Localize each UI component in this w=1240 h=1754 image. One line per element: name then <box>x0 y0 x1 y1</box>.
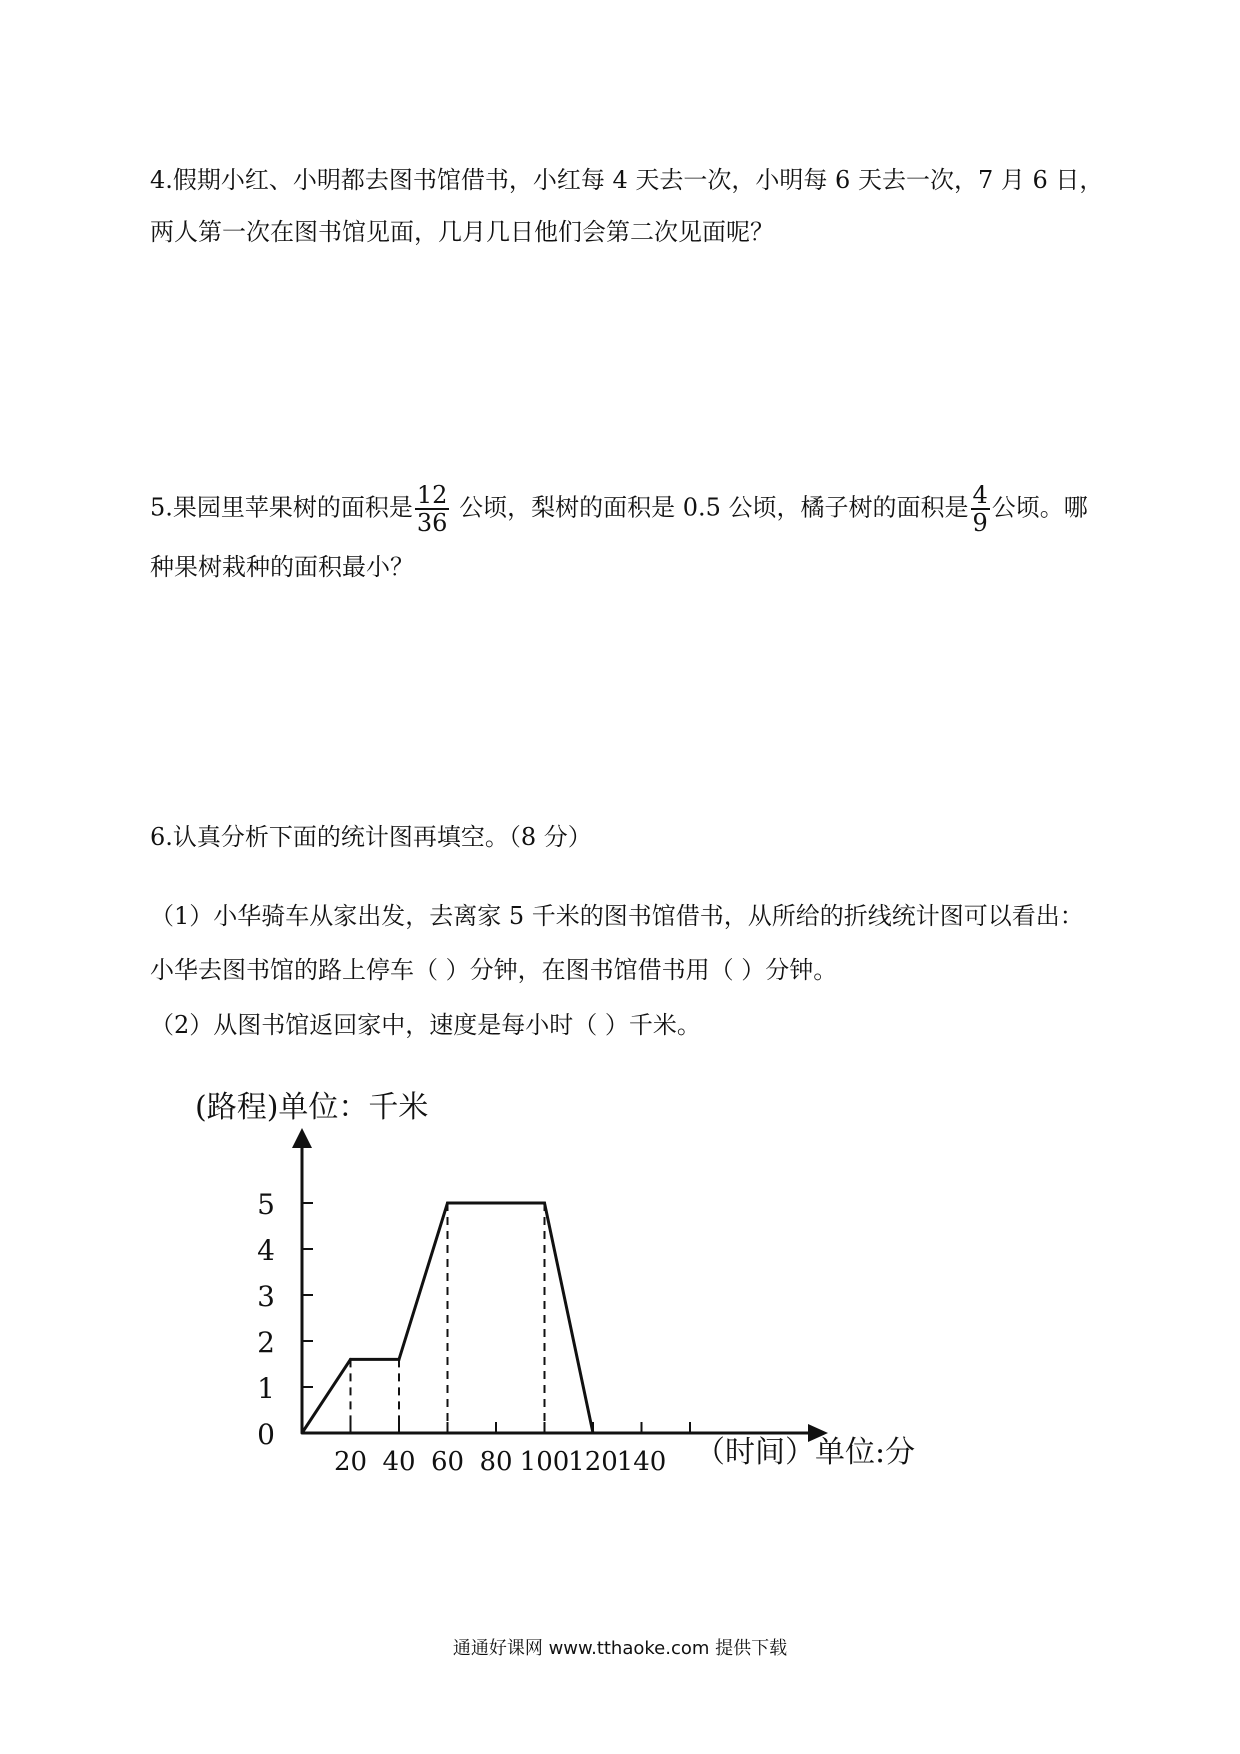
distance-time-line-chart <box>180 1080 960 1480</box>
q4-line-2: 两人第一次在图书馆见面，几月几日他们会第二次见面呢？ <box>150 218 774 246</box>
q4-line-1: 4.假期小红、小明都去图书馆借书，小红每 4 天去一次，小明每 6 天去一次，7 月 6 日， <box>150 166 1104 194</box>
data-point <box>543 1202 546 1205</box>
q6-sub1-line-2: 小华去图书馆的路上停车（ ）分钟，在图书馆借书用（ ）分钟。 <box>150 956 838 984</box>
y-tick-label: 3 <box>257 1280 275 1313</box>
q5-line-2: 种果树栽种的面积最小？ <box>150 553 414 581</box>
q5-text-part2: 公顷，梨树的面积是 0.5 公顷，橘子树的面积是 <box>451 493 969 522</box>
x-tick-label: 60 <box>430 1447 465 1477</box>
y-axis-arrow <box>292 1128 312 1148</box>
q5-line-1 <box>150 482 1088 536</box>
y-tick-label: 5 <box>257 1188 275 1221</box>
q5-text-part1: 5.果园里苹果树的面积是 <box>150 493 413 522</box>
fraction-apple-denominator: 36 <box>416 509 448 537</box>
dashed-guide-lines <box>351 1203 545 1433</box>
q6-title: 6.认真分析下面的统计图再填空。（8 分） <box>150 823 592 851</box>
y-tick-label: 0 <box>257 1418 275 1451</box>
data-point <box>398 1358 401 1361</box>
x-axis-title: （时间）单位:分 <box>695 1435 916 1470</box>
fraction-orange-denominator: 9 <box>972 509 988 537</box>
x-tick-label: 140 <box>616 1447 667 1477</box>
data-point <box>592 1432 595 1435</box>
x-tick-label: 20 <box>333 1447 368 1477</box>
y-tick-label: 2 <box>257 1326 275 1359</box>
y-tick-label: 4 <box>257 1234 275 1267</box>
x-tick-label: 80 <box>479 1447 513 1477</box>
data-point <box>301 1432 304 1435</box>
fraction-orange-numerator: 4 <box>972 481 988 509</box>
data-point <box>446 1202 449 1205</box>
q6-sub2: （2）从图书馆返回家中，速度是每小时（ ）千米。 <box>150 1011 701 1039</box>
q6-sub1-line-1: （1）小华骑车从家出发，去离家 5 千米的图书馆借书，从所给的折线统计图可以看出： <box>150 902 1084 930</box>
x-tick-label: 100 <box>519 1447 570 1477</box>
x-tick-label: 120 <box>568 1447 618 1477</box>
fraction-apple-numerator: 12 <box>416 481 448 509</box>
chart-axes <box>292 1128 828 1442</box>
x-tick-label: 40 <box>382 1447 416 1477</box>
y-tick-label: 1 <box>257 1372 275 1405</box>
footer-source: 通通好课网 www.tthaoke.com 提供下载 <box>452 1638 788 1659</box>
fraction-apple <box>415 482 450 536</box>
data-point <box>349 1358 352 1361</box>
y-axis-title: (路程)单位：千米 <box>195 1090 429 1125</box>
q5-text-part3: 公顷。哪 <box>991 493 1088 522</box>
fraction-orange <box>971 482 990 536</box>
